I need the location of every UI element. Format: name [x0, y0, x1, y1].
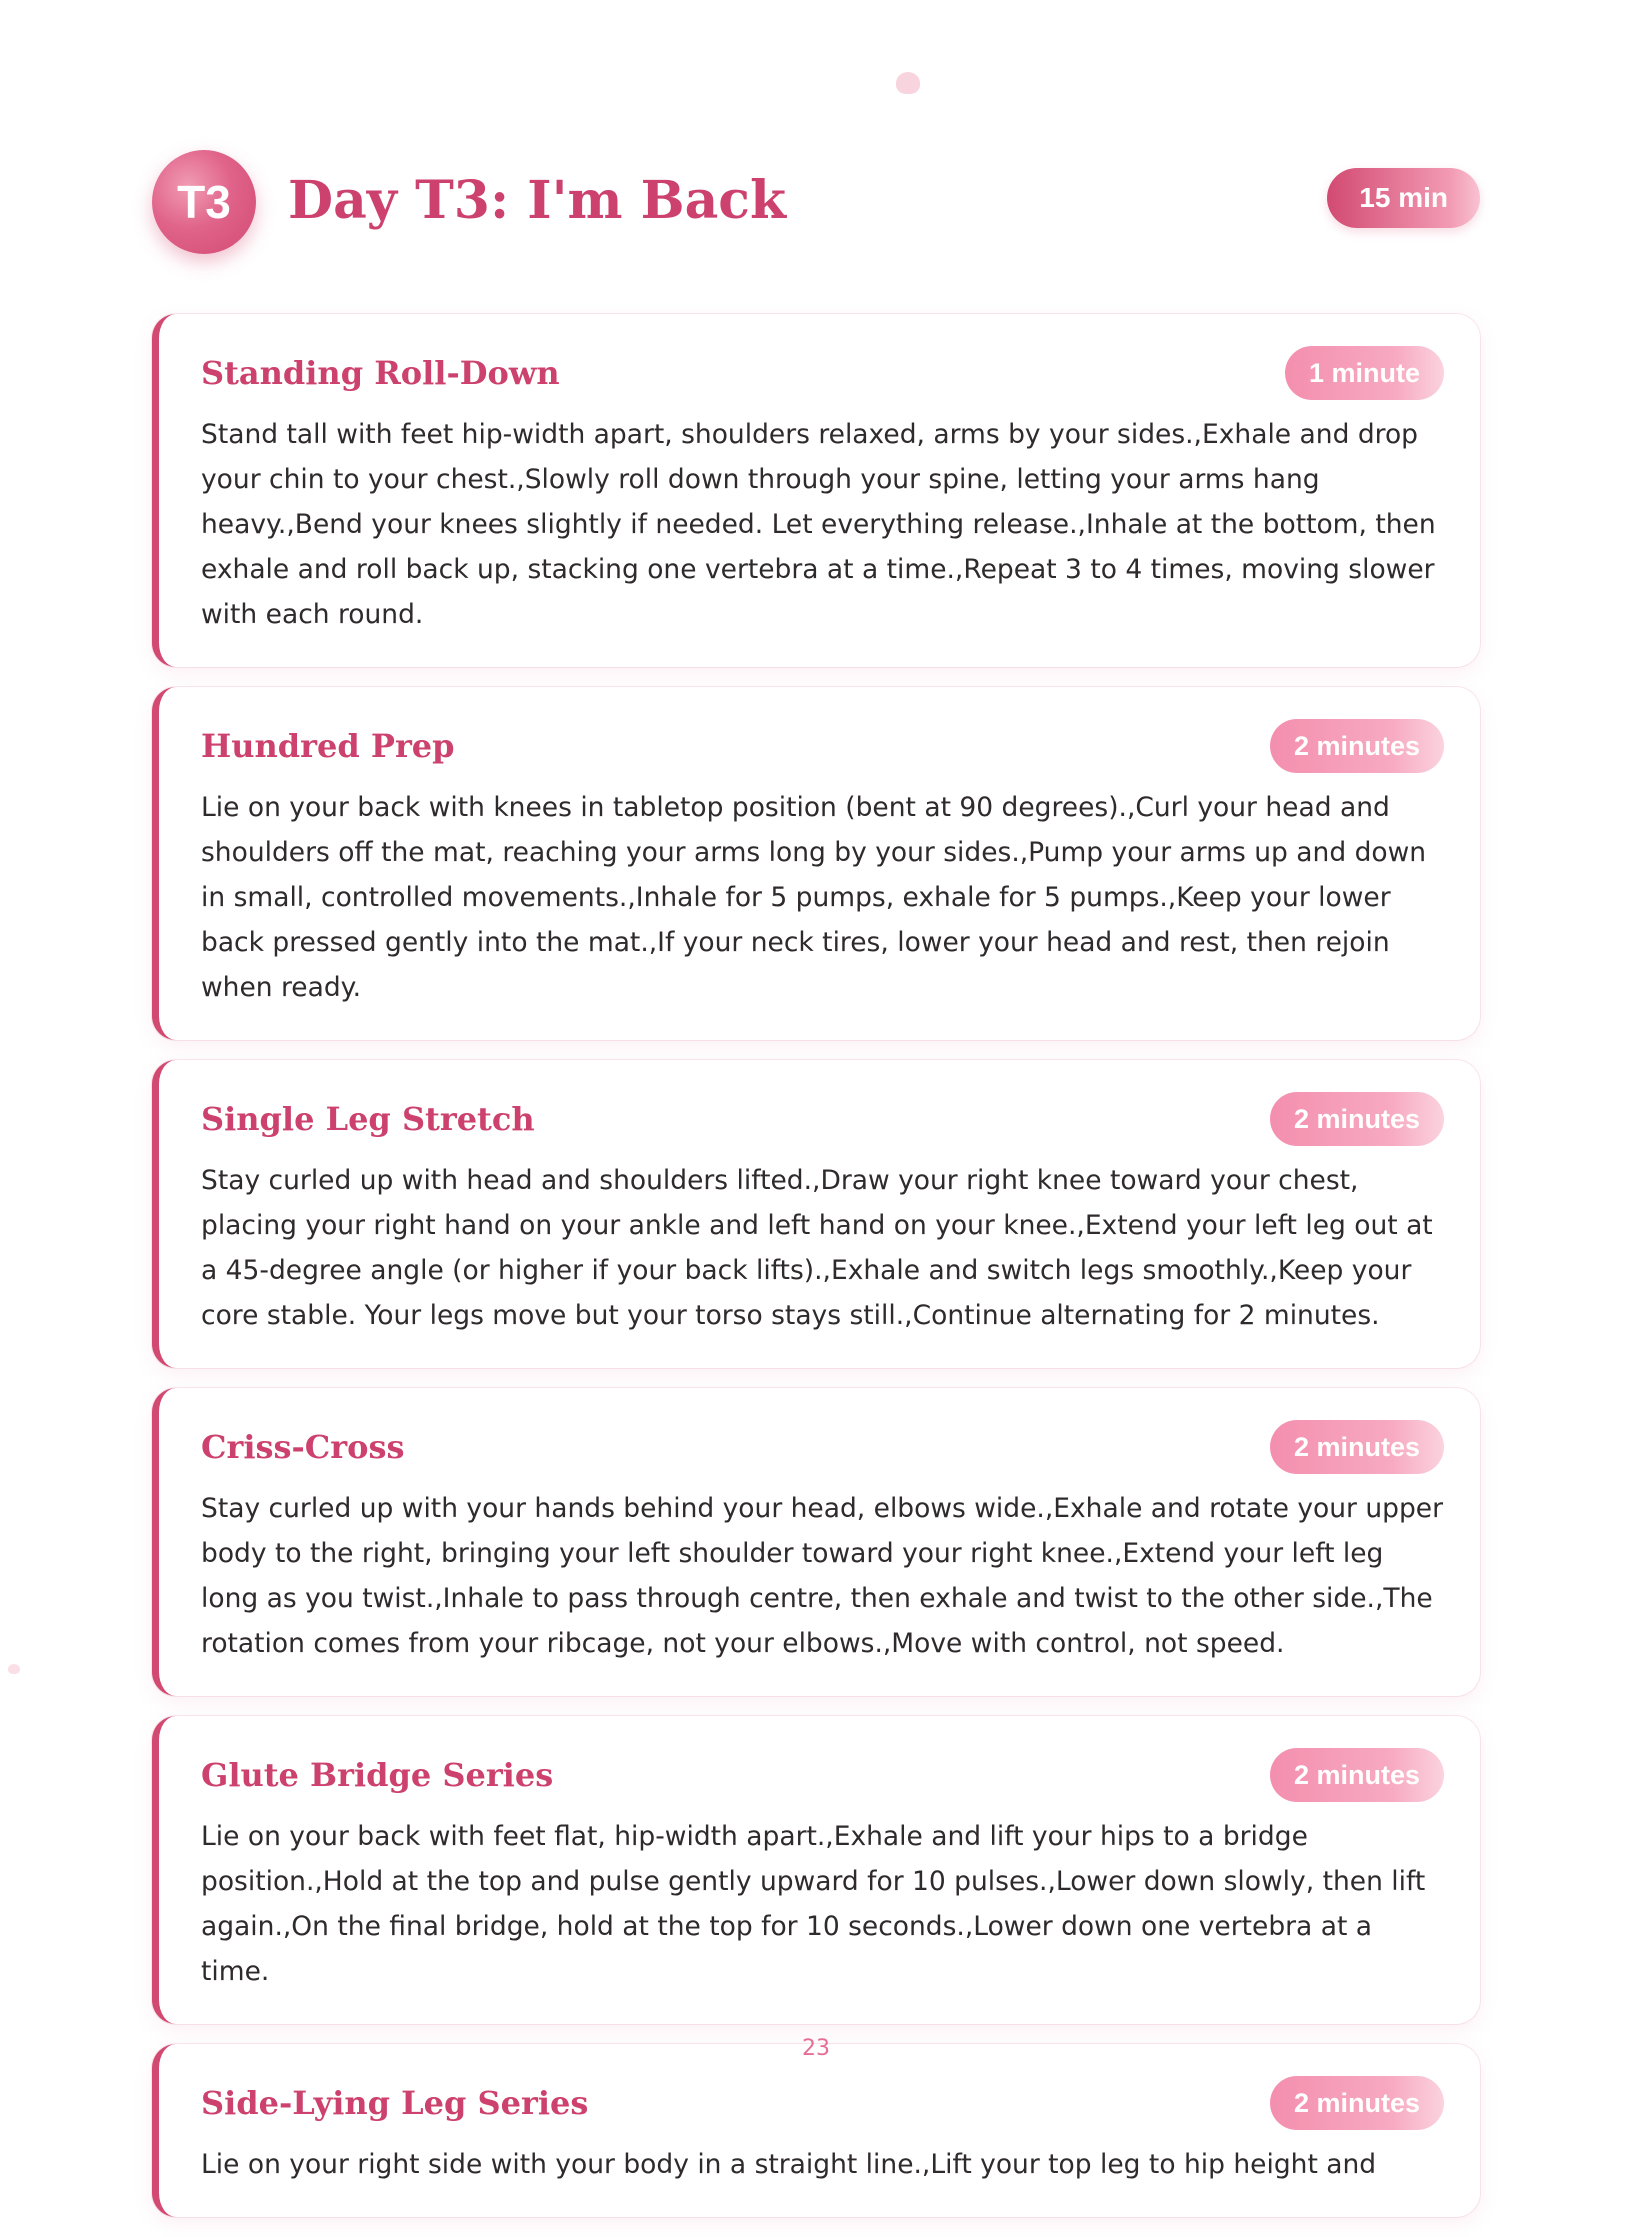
exercise-title: Criss-Cross [201, 1428, 405, 1466]
exercise-description: Lie on your right side with your body in a straight line.,Lift your top leg to hip height and [201, 2149, 1377, 2180]
petal-decoration [896, 72, 920, 94]
exercise-description: Lie on your back with knees in tabletop position (bent at 90 degrees).,Curl your head and shoulders off the mat, reaching your arms long by your sides.,Pump your arms up and down in small, controlled movements.,Inhale for 5 pumps, exhale for 5 pumps.,Keep your lower back pressed gently into the mat.,If your neck tires, lower your head and rest, then rejoin when ready. [201, 792, 1427, 1003]
exercise-card-criss-cross [152, 1388, 1480, 1696]
day-badge: T3 [152, 150, 256, 254]
exercise-time-badge: 2 minutes [1270, 719, 1444, 773]
exercise-card-hundred-prep [152, 687, 1480, 1040]
exercise-card-side-lying-leg-series [152, 2044, 1480, 2217]
exercise-title: Standing Roll-Down [201, 354, 560, 392]
exercise-description: Stay curled up with your hands behind your head, elbows wide.,Exhale and rotate your upper body to the right, bringing your left shoulder toward your right knee.,Extend your left leg long as you twist.,Inhale to pass through centre, then exhale and twist to the other side.,The rotation comes from your ribcage, not your elbows.,Move with control, not speed. [201, 1493, 1444, 1659]
exercise-card-standing-roll-down [152, 314, 1480, 667]
exercise-time-badge: 1 minute [1285, 346, 1444, 400]
exercise-title: Single Leg Stretch [201, 1100, 535, 1138]
exercise-time-badge: 2 minutes [1270, 1748, 1444, 1802]
exercise-time-badge: 2 minutes [1270, 1420, 1444, 1474]
page-number: 23 [802, 2036, 830, 2061]
exercise-list [152, 314, 1480, 2237]
exercise-time-badge: 2 minutes [1270, 2076, 1444, 2130]
exercise-description: Lie on your back with feet flat, hip-width apart.,Exhale and lift your hips to a bridge position.,Hold at the top and pulse gently upward for 10 pulses.,Lower down slowly, then lift again.,On the final bridge, hold at the top for 10 seconds.,Lower down one vertebra at a time. [201, 1821, 1426, 1987]
exercise-time-badge: 2 minutes [1270, 1092, 1444, 1146]
total-duration-badge: 15 min [1327, 168, 1480, 228]
exercise-title: Glute Bridge Series [201, 1756, 554, 1794]
exercise-description: Stand tall with feet hip-width apart, shoulders relaxed, arms by your sides.,Exhale and drop your chin to your chest.,Slowly roll down through your spine, letting your arms hang heavy.,Bend your knees slightly if needed. Let everything release.,Inhale at the bottom, then exhale and roll back up, stacking one vertebra at a time.,Repeat 3 to 4 times, moving slower with each round. [201, 419, 1436, 630]
exercise-description: Stay curled up with head and shoulders lifted.,Draw your right knee toward your chest, placing your right hand on your ankle and left hand on your knee.,Extend your left leg out at a 45-degree angle (or higher if your back lifts).,Exhale and switch legs smoothly.,Keep your core stable. Your legs move but your torso stays still.,Continue alternating for 2 minutes. [201, 1165, 1433, 1331]
exercise-title: Hundred Prep [201, 727, 455, 765]
exercise-title: Side-Lying Leg Series [201, 2084, 589, 2122]
page-title: Day T3: I'm Back [288, 170, 786, 231]
exercise-card-single-leg-stretch [152, 1060, 1480, 1368]
day-header [152, 150, 1480, 254]
exercise-card-glute-bridge-series [152, 1716, 1480, 2024]
petal-decoration [8, 1664, 20, 1674]
